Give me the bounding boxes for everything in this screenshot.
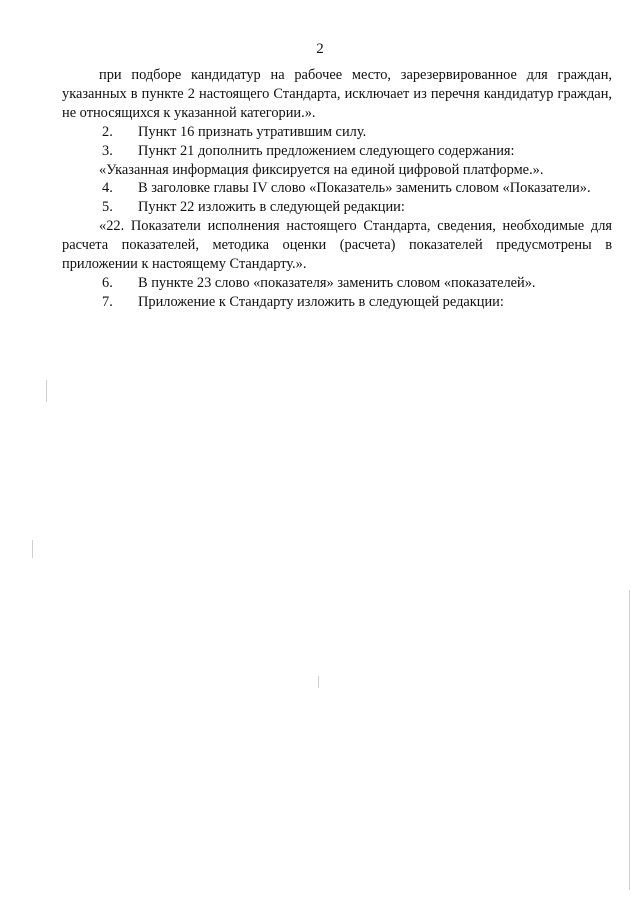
document-body: [62, 66, 612, 312]
list-item-number: 6.: [102, 274, 113, 291]
quote-paragraph-1: «Указанная информация фиксируется на единой цифровой платформе.».: [99, 161, 544, 178]
list-item-text: В заголовке главы IV слово «Показатель» заменить словом «Показатели».: [138, 180, 591, 197]
scan-artifact: [629, 590, 630, 890]
page-number: 2: [316, 41, 324, 57]
list-item-3: [62, 142, 612, 161]
list-item-text: Пункт 16 признать утратившим силу.: [138, 123, 367, 140]
list-item-7: [62, 293, 612, 312]
list-item-text: В пункте 23 слово «показателя» заменить словом «показателей».: [138, 274, 536, 291]
list-item-number: 4.: [102, 180, 113, 197]
list-item-5: [62, 198, 612, 217]
scan-artifact: [318, 676, 319, 688]
scan-artifact: [46, 380, 47, 402]
list-item-4: [62, 179, 612, 198]
list-item-6: [62, 274, 612, 293]
list-item-text: Пункт 22 изложить в следующей редакции:: [138, 199, 405, 216]
list-item-number: 2.: [102, 123, 113, 140]
list-item-2: [62, 123, 612, 142]
list-item-text: Пункт 21 дополнить предложением следующего содержания:: [138, 142, 515, 159]
list-item-number: 3.: [102, 142, 113, 159]
list-item-number: 7.: [102, 293, 113, 310]
list-item-number: 5.: [102, 199, 113, 216]
scan-artifact: [32, 540, 33, 558]
quote-paragraph-2: «22. Показатели исполнения настоящего Стандарта, сведения, необходимые для расчета показателей, методика оценки (расчета) показателей предусмотрены в приложении к настоящему Стандарту.».: [62, 218, 612, 273]
list-item-text: Приложение к Стандарту изложить в следующей редакции:: [138, 293, 504, 310]
opening-paragraph: при подборе кандидатур на рабочее место, зарезервированное для граждан, указанных в пункте 2 настоящего Стандарта, исключает из перечня кандидатур граждан, не относящихся к указанной категории.».: [62, 67, 612, 121]
